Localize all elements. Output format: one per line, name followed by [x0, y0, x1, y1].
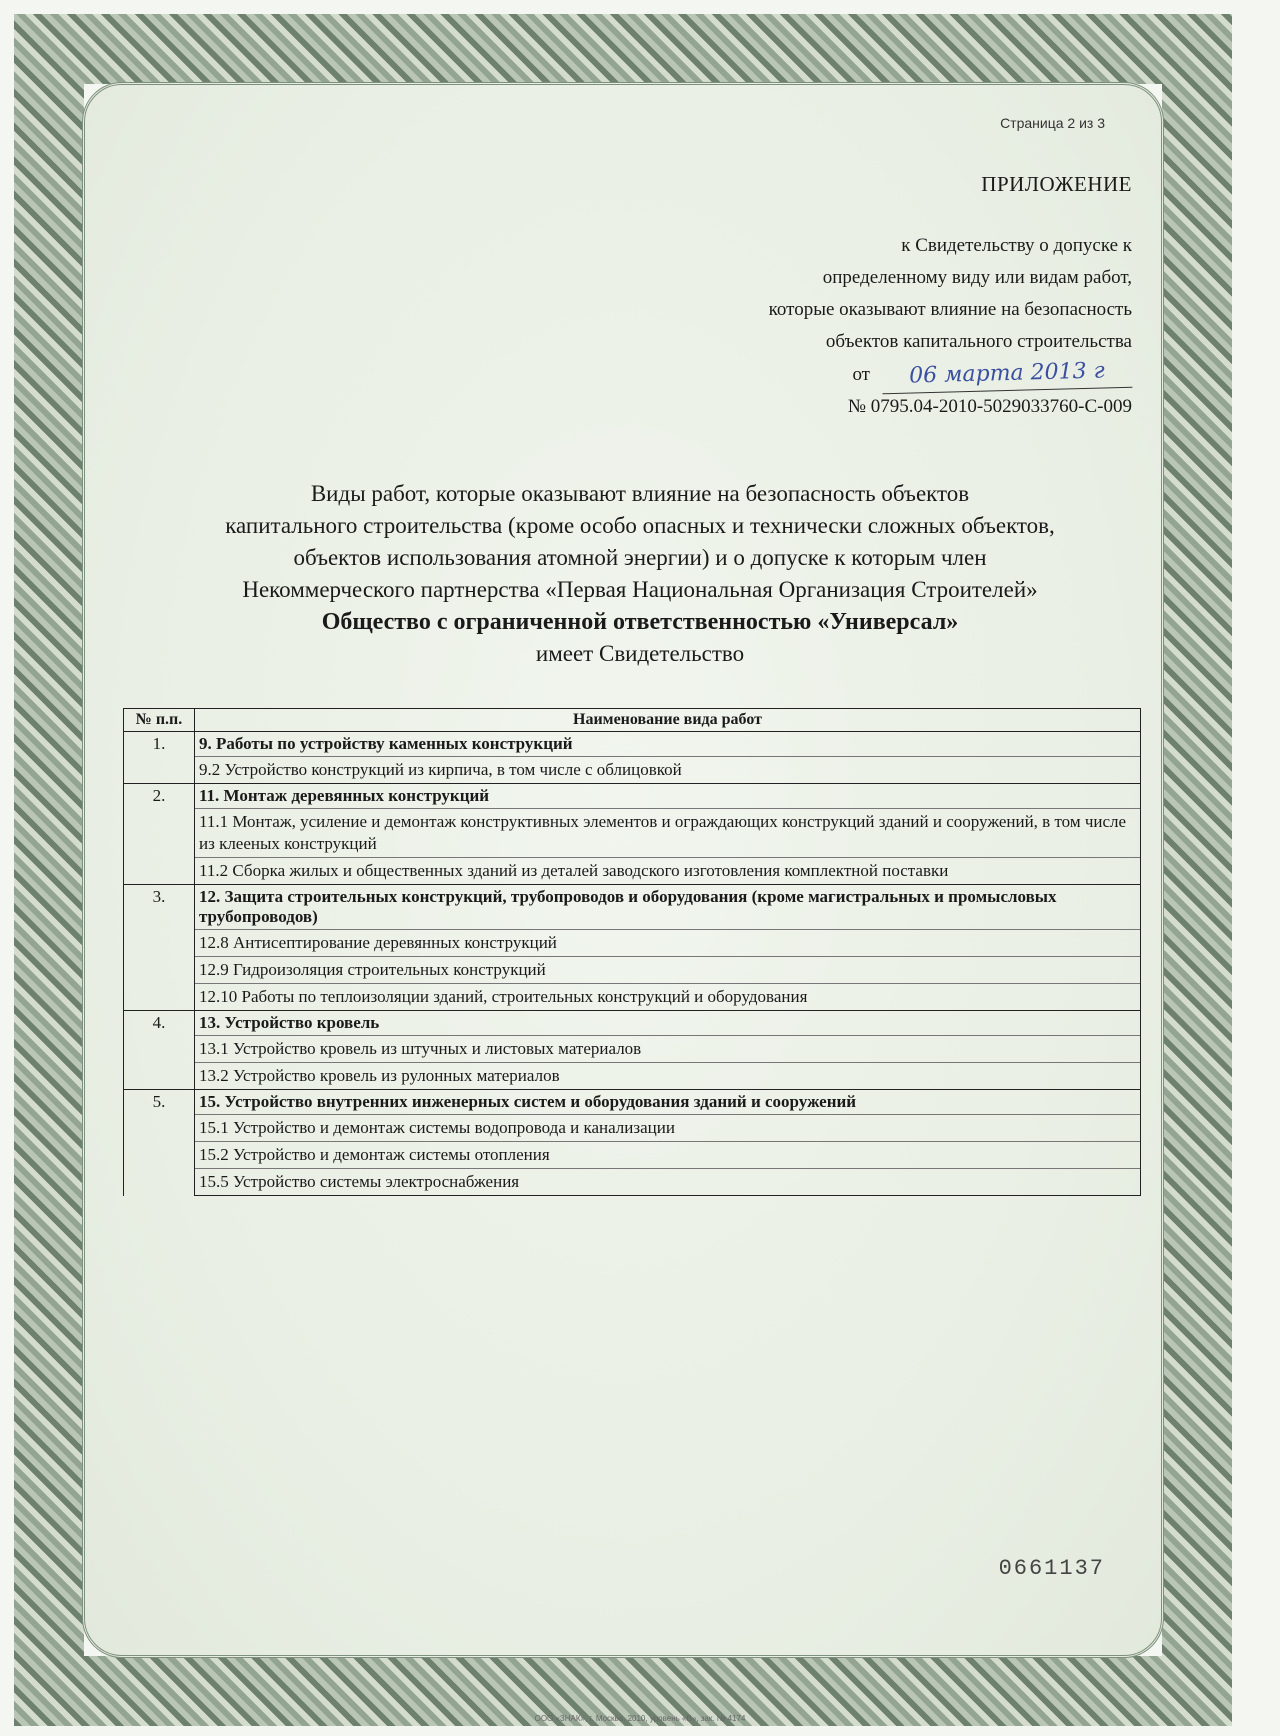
- appendix-line: которые оказывают влияние на безопасность: [768, 299, 1132, 320]
- section-title: 15. Устройство внутренних инженерных систем и оборудования зданий и сооружений: [195, 1090, 1141, 1115]
- section-title: 12. Защита строительных конструкций, трубопроводов и оборудования (кроме магистральных и промысловых трубопроводов): [195, 885, 1141, 930]
- document-heading: [120, 478, 1160, 670]
- row-number: 1.: [124, 732, 195, 784]
- table-row: [124, 1142, 1141, 1169]
- work-item: 13.1 Устройство кровель из штучных и листовых материалов: [195, 1036, 1141, 1063]
- row-number: 4.: [124, 1011, 195, 1090]
- date-prefix: от: [852, 364, 870, 385]
- appendix-title: ПРИЛОЖЕНИЕ: [981, 172, 1132, 196]
- table-row: [124, 732, 1141, 757]
- appendix-line: объектов капитального строительства: [825, 331, 1132, 352]
- table-row: [124, 809, 1141, 858]
- work-item: 15.5 Устройство системы электроснабжения: [195, 1169, 1141, 1196]
- row-number: 3.: [124, 885, 195, 1011]
- heading-line: объектов использования атомной энергии) и о допуске к которым член: [293, 545, 987, 570]
- section-title: 13. Устройство кровель: [195, 1011, 1141, 1036]
- heading-line: капитального строительства (кроме особо опасных и технически сложных объектов,: [225, 513, 1055, 538]
- table-row: [124, 885, 1141, 930]
- table-row: [124, 1063, 1141, 1090]
- table-header-row: [124, 709, 1141, 732]
- works-table-body: [124, 732, 1141, 1196]
- column-header-name: Наименование вида работ: [195, 709, 1141, 732]
- page-number: Страница 2 из 3: [1000, 115, 1105, 131]
- printer-imprint: ООО «ЗНАК», г. Москва, 2010, уровень «В», зак. № 4174: [534, 1714, 746, 1723]
- table-row: [124, 757, 1141, 784]
- work-item: 11.1 Монтаж, усиление и демонтаж конструктивных элементов и ограждающих конструкций зданий и сооружений, в том числе из клееных конструкций: [195, 809, 1141, 858]
- work-item: 15.1 Устройство и демонтаж системы водопровода и канализации: [195, 1115, 1141, 1142]
- table-row: [124, 1036, 1141, 1063]
- column-header-number: № п.п.: [124, 709, 195, 732]
- table-row: [124, 858, 1141, 885]
- work-item: 15.2 Устройство и демонтаж системы отопления: [195, 1142, 1141, 1169]
- table-row: [124, 984, 1141, 1011]
- work-item: 12.8 Антисептирование деревянных конструкций: [195, 930, 1141, 957]
- work-item: 13.2 Устройство кровель из рулонных материалов: [195, 1063, 1141, 1090]
- heading-line: Виды работ, которые оказывают влияние на безопасность объектов: [310, 481, 970, 506]
- work-item: 11.2 Сборка жилых и общественных зданий из деталей заводского изготовления комплектной поставки: [195, 858, 1141, 885]
- table-row: [124, 1169, 1141, 1196]
- table-row: [124, 784, 1141, 809]
- work-item: 12.9 Гидроизоляция строительных конструкций: [195, 957, 1141, 984]
- appendix-line: к Свидетельству о допуске к: [901, 235, 1132, 256]
- table-row: [124, 1115, 1141, 1142]
- row-number: 5.: [124, 1090, 195, 1196]
- table-row: [124, 957, 1141, 984]
- table-row: [124, 930, 1141, 957]
- work-item: 9.2 Устройство конструкций из кирпича, в том числе с облицовкой: [195, 757, 1141, 784]
- organization-name: Общество с ограниченной ответственностью «Универсал»: [321, 609, 959, 635]
- certificate-number: № 0795.04-2010-5029033760-С-009: [847, 396, 1132, 417]
- appendix-line: определенному виду или видам работ,: [822, 267, 1132, 288]
- appendix-date: [769, 358, 1132, 391]
- table-row: [124, 1011, 1141, 1036]
- appendix-block: [769, 230, 1132, 423]
- table-row: [124, 1090, 1141, 1115]
- heading-line: Некоммерческого партнерства «Первая Национальная Организация Строителей»: [242, 577, 1038, 602]
- work-item: 12.10 Работы по теплоизоляции зданий, строительных конструкций и оборудования: [195, 984, 1141, 1011]
- heading-closing: имеет Свидетельство: [535, 641, 745, 666]
- handwritten-date: 06 марта 2013 г: [882, 355, 1133, 395]
- section-title: 11. Монтаж деревянных конструкций: [195, 784, 1141, 809]
- serial-number: 0661137: [998, 1556, 1105, 1581]
- row-number: 2.: [124, 784, 195, 885]
- works-table: [123, 708, 1141, 1196]
- section-title: 9. Работы по устройству каменных конструкций: [195, 732, 1141, 757]
